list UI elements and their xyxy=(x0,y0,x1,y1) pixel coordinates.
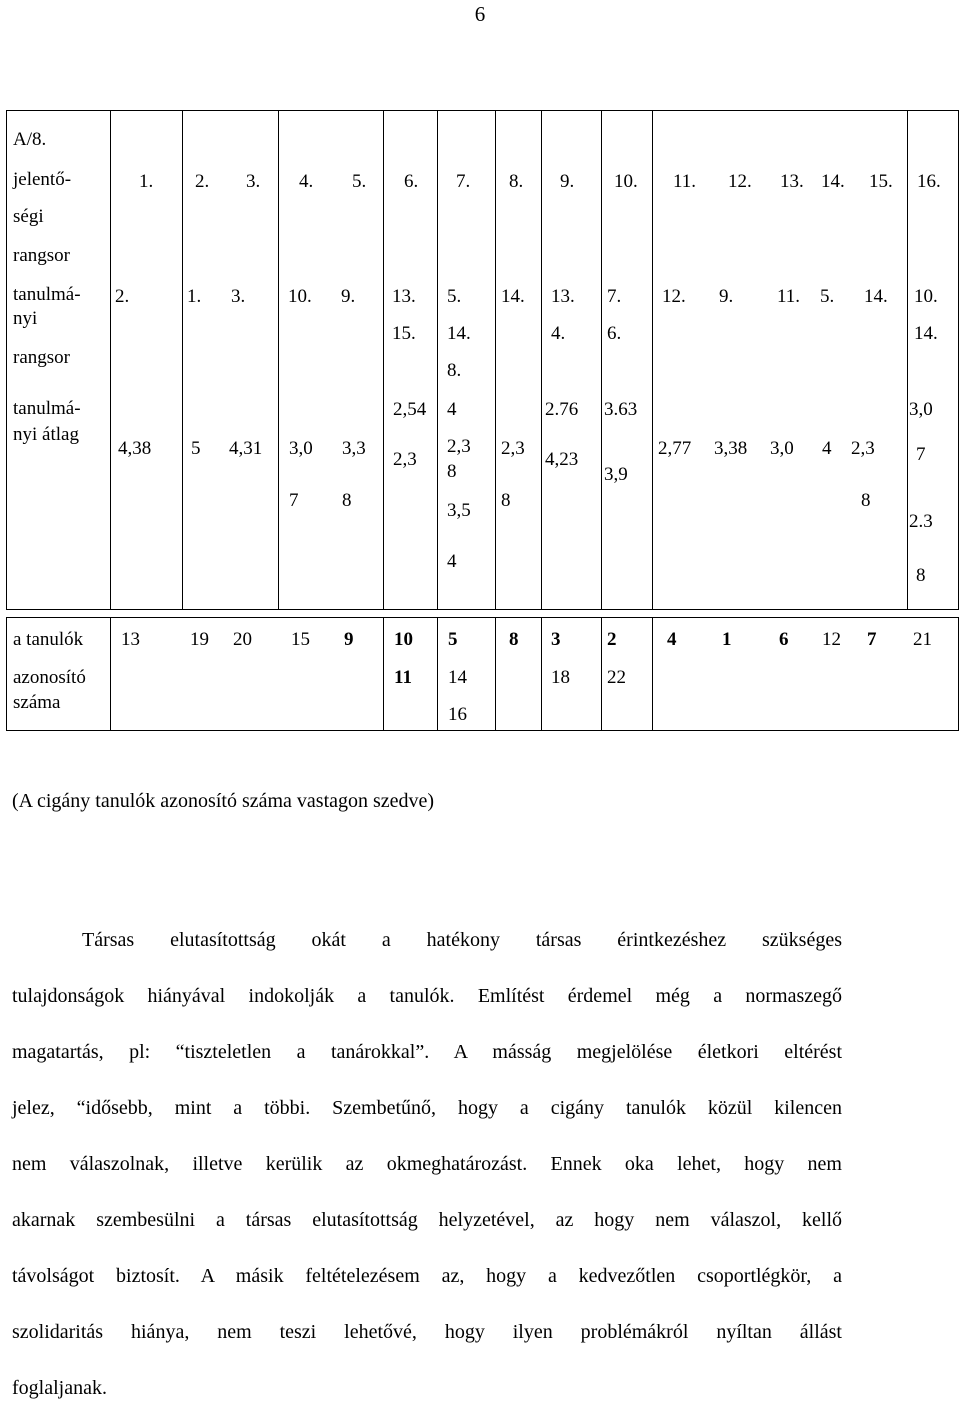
average-cell: 8 xyxy=(342,490,352,511)
id-cell-roma: 8 xyxy=(509,629,519,650)
average-cell: 3,5 xyxy=(447,500,471,521)
study-rank-cell: 5. xyxy=(820,286,835,307)
average-cell: 4 xyxy=(822,438,832,459)
table-divider xyxy=(652,111,653,609)
rank-cell: 1. xyxy=(139,171,154,192)
rank-cell: 2. xyxy=(195,171,210,192)
average-cell: 2,3 xyxy=(851,438,875,459)
table-divider xyxy=(601,618,602,730)
paragraph-line: jelez, “idősebb, mint a többi. Szembetűnő, hogy a cigány tanulók közül kilencen xyxy=(12,1097,842,1119)
average-cell: 7 xyxy=(916,444,926,465)
average-cell: 2.76 xyxy=(545,399,579,420)
id-cell-roma: 1 xyxy=(722,629,732,650)
id-cell-roma: 4 xyxy=(667,629,677,650)
average-cell: 5 xyxy=(191,438,201,459)
study-rank-cell: 3. xyxy=(231,286,246,307)
id-cell: 20 xyxy=(233,629,252,650)
study-rank-cell: 14. xyxy=(501,286,525,307)
table-divider xyxy=(182,111,183,609)
rank-cell: 16. xyxy=(917,171,941,192)
rank-cell: 5. xyxy=(352,171,367,192)
study-rank-cell: 13. xyxy=(551,286,575,307)
average-cell: 3,0 xyxy=(770,438,794,459)
study-rank-cell: 15. xyxy=(392,323,416,344)
id-cell: 22 xyxy=(607,667,626,688)
average-cell: 2,54 xyxy=(393,399,427,420)
page-number: 6 xyxy=(474,2,486,26)
row-label: azonosító xyxy=(13,667,86,688)
id-cell: 12 xyxy=(822,629,841,650)
rank-cell: 7. xyxy=(456,171,471,192)
average-cell: 8 xyxy=(501,490,511,511)
paragraph-line: tulajdonságok hiányával indokolják a tanulók. Említést érdemel még a normaszegő xyxy=(12,985,842,1007)
paragraph-line: szolidaritás hiánya, nem teszi lehetővé, hogy ilyen problémákról nyíltan állást xyxy=(12,1321,842,1343)
average-cell: 2.3 xyxy=(909,511,933,532)
body-paragraph xyxy=(12,912,842,1416)
paragraph-line: akarnak szembesülni a társas elutasítottság helyzetével, az hogy nem válaszol, kellő xyxy=(12,1209,842,1231)
table-divider xyxy=(278,111,279,609)
row-label: jelentő- xyxy=(13,169,72,190)
study-rank-cell: 9. xyxy=(719,286,734,307)
id-cell-roma: 9 xyxy=(344,629,354,650)
rank-cell: 9. xyxy=(560,171,575,192)
average-cell: 8 xyxy=(916,565,926,586)
id-cell: 18 xyxy=(551,667,570,688)
study-rank-cell: 10. xyxy=(914,286,938,307)
id-cell-roma: 7 xyxy=(867,629,877,650)
study-rank-cell: 9. xyxy=(341,286,356,307)
average-cell: 3,0 xyxy=(289,438,313,459)
study-rank-cell: 14. xyxy=(914,323,938,344)
table-divider xyxy=(383,111,384,609)
study-rank-cell: 10. xyxy=(288,286,312,307)
table-divider xyxy=(652,618,653,730)
rank-cell: 15. xyxy=(869,171,893,192)
table-divider xyxy=(541,618,542,730)
study-rank-cell: 6. xyxy=(607,323,622,344)
table-divider xyxy=(437,111,438,609)
table-divider xyxy=(383,618,384,730)
paragraph-line: Társas elutasítottság okát a hatékony társas érintkezéshez szükséges xyxy=(82,929,842,951)
id-cell-roma: 11 xyxy=(394,667,412,688)
average-cell: 3,9 xyxy=(604,464,628,485)
id-cell: 15 xyxy=(291,629,310,650)
rank-cell: 4. xyxy=(299,171,314,192)
row-label: tanulmá- xyxy=(13,398,81,419)
id-cell-roma: 10 xyxy=(394,629,413,650)
table-divider xyxy=(601,111,602,609)
rank-cell: 8. xyxy=(509,171,524,192)
row-label: a tanulók xyxy=(13,629,84,650)
row-label: nyi átlag xyxy=(13,424,79,445)
table-divider xyxy=(110,618,111,730)
row-label: tanulmá- xyxy=(13,284,81,305)
study-rank-cell: 11. xyxy=(777,286,801,307)
study-rank-cell: 14. xyxy=(864,286,888,307)
average-cell: 8 xyxy=(447,461,457,482)
average-cell: 2,3 xyxy=(393,449,417,470)
study-rank-cell: 1. xyxy=(187,286,202,307)
rank-cell: 11. xyxy=(673,171,697,192)
id-cell-roma: 6 xyxy=(779,629,789,650)
average-cell: 2,3 xyxy=(447,436,471,457)
rank-cell: 14. xyxy=(821,171,845,192)
ranking-table xyxy=(6,110,959,610)
rank-cell: 3. xyxy=(246,171,261,192)
table-divider xyxy=(495,111,496,609)
row-label: rangsor xyxy=(13,245,70,266)
table-divider xyxy=(907,111,908,609)
row-label: rangsor xyxy=(13,347,70,368)
id-cell: 19 xyxy=(190,629,209,650)
row-label: száma xyxy=(13,692,61,713)
id-cell-roma: 5 xyxy=(448,629,458,650)
paragraph-line: foglaljanak. xyxy=(12,1377,107,1399)
table-divider xyxy=(495,618,496,730)
study-rank-cell: 12. xyxy=(662,286,686,307)
average-cell: 2,3 xyxy=(501,438,525,459)
average-cell: 4 xyxy=(447,399,457,420)
average-cell: 3,3 xyxy=(342,438,366,459)
paragraph-line: nem válaszolnak, illetve kerülik az okmeghatározást. Ennek oka lehet, hogy nem xyxy=(12,1153,842,1175)
average-cell: 3.63 xyxy=(604,399,638,420)
average-cell: 4,38 xyxy=(118,438,152,459)
row-label: A/8. xyxy=(13,129,47,150)
row-label: nyi xyxy=(13,308,38,329)
average-cell: 4,31 xyxy=(229,438,263,459)
average-cell: 3,0 xyxy=(909,399,933,420)
id-cell: 13 xyxy=(121,629,140,650)
study-rank-cell: 14. xyxy=(447,323,471,344)
id-cell-roma: 3 xyxy=(551,629,561,650)
id-cell: 14 xyxy=(448,667,467,688)
study-rank-cell: 5. xyxy=(447,286,462,307)
study-rank-cell: 2. xyxy=(115,286,130,307)
rank-cell: 6. xyxy=(404,171,419,192)
average-cell: 2,77 xyxy=(658,438,692,459)
average-cell: 7 xyxy=(289,490,299,511)
table-caption: (A cigány tanulók azonosító száma vastagon szedve) xyxy=(12,790,435,812)
average-cell: 3,38 xyxy=(714,438,748,459)
id-cell: 21 xyxy=(913,629,932,650)
student-id-table xyxy=(6,617,959,731)
paragraph-line: távolságot biztosít. A másik feltételezésem az, hogy a kedvezőtlen csoportlégkör, a xyxy=(12,1265,842,1287)
table-divider xyxy=(541,111,542,609)
rank-cell: 10. xyxy=(614,171,638,192)
study-rank-cell: 13. xyxy=(392,286,416,307)
average-cell: 4 xyxy=(447,551,457,572)
id-cell-roma: 2 xyxy=(607,629,617,650)
table-divider xyxy=(437,618,438,730)
row-label: ségi xyxy=(13,206,44,227)
average-cell: 4,23 xyxy=(545,449,579,470)
paragraph-line: magatartás, pl: “tiszteletlen a tanárokkal”. A másság megjelölése életkori eltérést xyxy=(12,1041,842,1063)
id-cell: 16 xyxy=(448,704,467,725)
study-rank-cell: 4. xyxy=(551,323,566,344)
rank-cell: 12. xyxy=(728,171,752,192)
average-cell: 8 xyxy=(861,490,871,511)
study-rank-cell: 8. xyxy=(447,360,462,381)
table-divider xyxy=(110,111,111,609)
rank-cell: 13. xyxy=(780,171,804,192)
study-rank-cell: 7. xyxy=(607,286,622,307)
